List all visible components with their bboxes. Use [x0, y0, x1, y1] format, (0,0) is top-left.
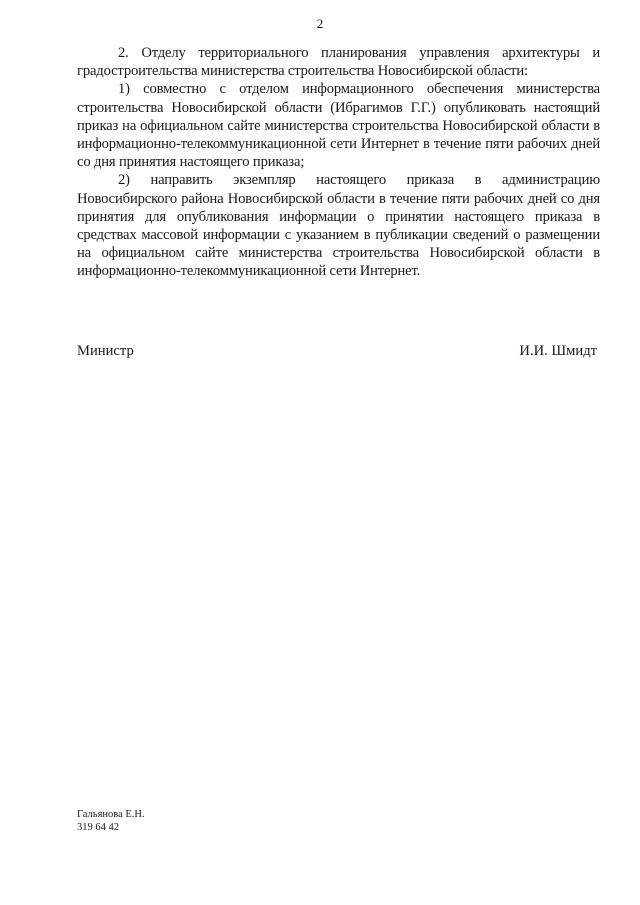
signatory-position: Министр [77, 343, 134, 359]
signature-block [77, 342, 597, 360]
executor-footer [77, 808, 145, 834]
paragraph-subitem-1: 1) совместно с отделом информационного обеспечения министерства строительства Новосибирской области (Ибрагимов Г.Г.) опубликовать настоящий приказ на официальном сайте министерства строительства Новосибирской области в информационно-телекоммуникационной сети Интернет в течение пяти рабочих дней со дня принятия настоящего приказа; [77, 81, 600, 171]
document-body [77, 44, 600, 281]
page-number: 2 [316, 16, 324, 31]
paragraph-item-2: 2. Отделу территориального планирования управления архитектуры и градостроительства министерства строительства Новосибирской области: [77, 45, 600, 80]
executor-name: Гальянова Е.Н. [77, 809, 145, 820]
paragraph-subitem-2: 2) направить экземпляр настоящего приказа в администрацию Новосибирского района Новосибирской области в течение пяти рабочих дней со дня принятия для опубликования информации о принятии настоящего приказа в средствах массовой информации с указанием в публикации сведений о размещении на официальном сайте министерства строительства Новосибирской области в информационно-телекоммуникационной сети Интернет. [77, 172, 600, 280]
signatory-name: И.И. Шмидт [519, 343, 597, 359]
executor-phone: 319 64 42 [77, 822, 119, 833]
